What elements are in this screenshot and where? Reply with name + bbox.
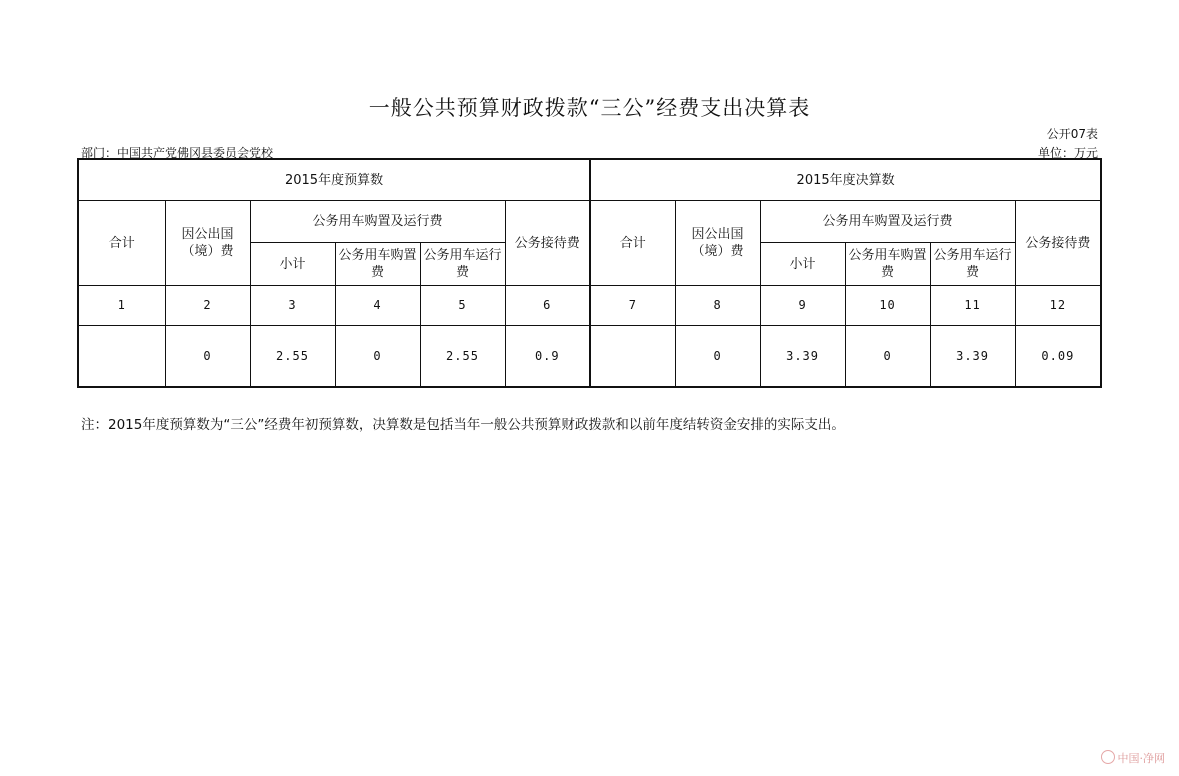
budget-purchase-value: 0 [335, 326, 420, 388]
budget-total-value [78, 326, 165, 388]
budget-subtotal-header: 小计 [250, 243, 335, 286]
watermark-text: 中国·净网 [1117, 752, 1165, 765]
document-title: 一般公共预算财政拨款“三公”经费支出决算表 [368, 96, 811, 120]
three-public-expenditure-table [77, 158, 1102, 388]
budget-operation-header: 公务用车运行费 [420, 243, 505, 286]
final-purchase-header: 公务用车购置费 [845, 243, 930, 286]
final-group-header: 2015年度决算数 [590, 159, 1101, 201]
column-number-row [78, 286, 1101, 326]
final-subtotal-value: 3.39 [760, 326, 845, 388]
budget-group-header: 2015年度预算数 [78, 159, 590, 201]
column-number: 6 [505, 286, 590, 326]
budget-purchase-header: 公务用车购置费 [335, 243, 420, 286]
column-number: 7 [590, 286, 675, 326]
final-reception-value: 0.09 [1015, 326, 1101, 388]
column-number: 4 [335, 286, 420, 326]
budget-operation-value: 2.55 [420, 326, 505, 388]
budget-vehicle-header: 公务用车购置及运行费 [250, 201, 505, 243]
footnote: 注：2015年度预算数为“三公”经费年初预算数，决算数是包括当年一般公共预算财政拨款和以前年度结转资金安排的实际支出。 [81, 417, 845, 433]
column-number: 1 [78, 286, 165, 326]
column-number: 2 [165, 286, 250, 326]
column-number: 8 [675, 286, 760, 326]
column-number: 11 [930, 286, 1015, 326]
watermark [1101, 750, 1166, 766]
budget-abroad-value: 0 [165, 326, 250, 388]
final-subtotal-header: 小计 [760, 243, 845, 286]
column-number: 5 [420, 286, 505, 326]
seal-icon [1101, 750, 1115, 764]
final-operation-value: 3.39 [930, 326, 1015, 388]
final-abroad-header: 因公出国（境）费 [675, 201, 760, 286]
final-total-header: 合计 [590, 201, 675, 286]
budget-reception-header: 公务接待费 [505, 201, 590, 286]
final-reception-header: 公务接待费 [1015, 201, 1101, 286]
budget-subtotal-value: 2.55 [250, 326, 335, 388]
column-number: 3 [250, 286, 335, 326]
column-number: 10 [845, 286, 930, 326]
budget-total-header: 合计 [78, 201, 165, 286]
final-total-value [590, 326, 675, 388]
final-operation-header: 公务用车运行费 [930, 243, 1015, 286]
form-number: 公开07表 [1046, 127, 1098, 141]
value-row [78, 326, 1101, 388]
department-label: 部门：中国共产党佛冈县委员会党校 [81, 146, 274, 160]
final-purchase-value: 0 [845, 326, 930, 388]
column-number: 12 [1015, 286, 1101, 326]
final-vehicle-header: 公务用车购置及运行费 [760, 201, 1015, 243]
unit-label: 单位：万元 [1037, 146, 1098, 160]
column-number: 9 [760, 286, 845, 326]
final-abroad-value: 0 [675, 326, 760, 388]
budget-abroad-header: 因公出国（境）费 [165, 201, 250, 286]
budget-reception-value: 0.9 [505, 326, 590, 388]
